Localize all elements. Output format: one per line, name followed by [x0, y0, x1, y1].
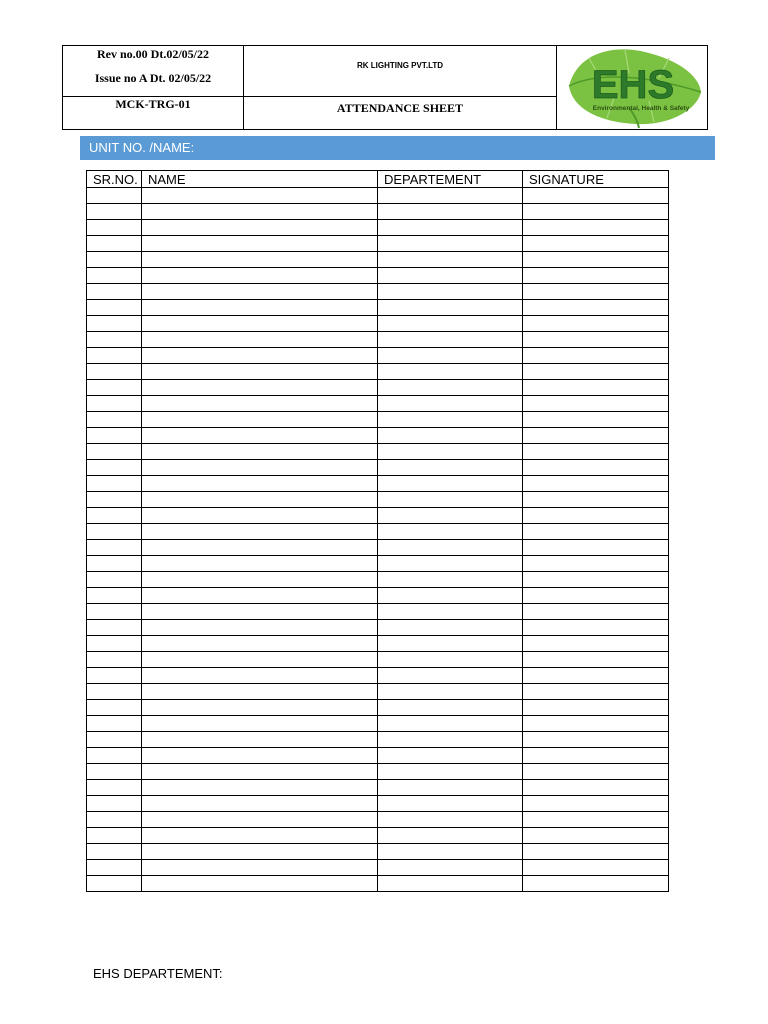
name-cell: [142, 796, 378, 812]
table-row: [87, 748, 669, 764]
sr-no-cell: [87, 332, 142, 348]
name-cell: [142, 380, 378, 396]
signature-cell: [523, 684, 669, 700]
signature-cell: [523, 316, 669, 332]
name-cell: [142, 572, 378, 588]
signature-cell: [523, 620, 669, 636]
sr-no-cell: [87, 844, 142, 860]
signature-cell: [523, 268, 669, 284]
department-cell: [378, 236, 523, 252]
name-cell: [142, 780, 378, 796]
department-cell: [378, 300, 523, 316]
name-cell: [142, 732, 378, 748]
signature-cell: [523, 780, 669, 796]
name-cell: [142, 412, 378, 428]
sr-no-cell: [87, 396, 142, 412]
signature-cell: [523, 636, 669, 652]
table-row: [87, 236, 669, 252]
table-row: [87, 572, 669, 588]
department-cell: [378, 380, 523, 396]
department-cell: [378, 284, 523, 300]
sr-no-cell: [87, 284, 142, 300]
signature-cell: [523, 748, 669, 764]
table-row: [87, 556, 669, 572]
table-row: [87, 524, 669, 540]
signature-cell: [523, 572, 669, 588]
signature-cell: [523, 556, 669, 572]
signature-cell: [523, 860, 669, 876]
signature-cell: [523, 492, 669, 508]
table-row: [87, 284, 669, 300]
department-cell: [378, 188, 523, 204]
name-cell: [142, 316, 378, 332]
name-cell: [142, 204, 378, 220]
signature-cell: [523, 252, 669, 268]
department-cell: [378, 220, 523, 236]
name-cell: [142, 540, 378, 556]
table-row: [87, 220, 669, 236]
department-cell: [378, 348, 523, 364]
department-cell: [378, 524, 523, 540]
signature-cell: [523, 588, 669, 604]
signature-cell: [523, 380, 669, 396]
department-cell: [378, 428, 523, 444]
department-cell: [378, 668, 523, 684]
table-row: [87, 860, 669, 876]
department-cell: [378, 556, 523, 572]
signature-cell: [523, 204, 669, 220]
signature-cell: [523, 508, 669, 524]
name-cell: [142, 508, 378, 524]
department-cell: [378, 252, 523, 268]
department-cell: [378, 412, 523, 428]
department-cell: [378, 476, 523, 492]
table-row: [87, 268, 669, 284]
signature-cell: [523, 876, 669, 892]
signature-cell: [523, 460, 669, 476]
signature-cell: [523, 476, 669, 492]
sr-no-cell: [87, 764, 142, 780]
department-cell: [378, 860, 523, 876]
name-cell: [142, 396, 378, 412]
document-title: ATTENDANCE SHEET: [336, 101, 464, 115]
table-row: [87, 620, 669, 636]
sr-no-cell: [87, 700, 142, 716]
header-divider: [556, 46, 557, 129]
table-row: [87, 316, 669, 332]
signature-cell: [523, 396, 669, 412]
name-cell: [142, 604, 378, 620]
signature-cell: [523, 284, 669, 300]
attendance-table: [86, 170, 669, 892]
sr-no-cell: [87, 268, 142, 284]
sr-no-cell: [87, 540, 142, 556]
sr-no-cell: [87, 460, 142, 476]
sr-no-cell: [87, 380, 142, 396]
department-cell: [378, 684, 523, 700]
signature-cell: [523, 348, 669, 364]
department-cell: [378, 764, 523, 780]
department-cell: [378, 444, 523, 460]
name-cell: [142, 284, 378, 300]
name-cell: [142, 300, 378, 316]
sr-no-cell: [87, 348, 142, 364]
company-name: RK LIGHTING PVT.LTD: [356, 61, 444, 70]
signature-cell: [523, 668, 669, 684]
table-row: [87, 332, 669, 348]
signature-cell: [523, 828, 669, 844]
name-cell: [142, 524, 378, 540]
table-row: [87, 588, 669, 604]
revision-number: Rev no.00 Dt.02/05/22: [97, 47, 209, 61]
signature-cell: [523, 524, 669, 540]
name-cell: [142, 684, 378, 700]
table-row: [87, 476, 669, 492]
sr-no-cell: [87, 220, 142, 236]
sr-no-cell: [87, 780, 142, 796]
department-cell: [378, 572, 523, 588]
sr-no-cell: [87, 492, 142, 508]
name-cell: [142, 188, 378, 204]
name-cell: [142, 812, 378, 828]
name-cell: [142, 860, 378, 876]
signature-cell: [523, 732, 669, 748]
sr-no-cell: [87, 188, 142, 204]
department-cell: [378, 492, 523, 508]
sr-no-cell: [87, 428, 142, 444]
name-cell: [142, 556, 378, 572]
department-cell: [378, 844, 523, 860]
column-header-department: DEPARTEMENT: [378, 171, 523, 188]
sr-no-cell: [87, 716, 142, 732]
sr-no-cell: [87, 316, 142, 332]
name-cell: [142, 620, 378, 636]
table-row: [87, 652, 669, 668]
name-cell: [142, 348, 378, 364]
table-row: [87, 700, 669, 716]
name-cell: [142, 476, 378, 492]
sr-no-cell: [87, 668, 142, 684]
table-row: [87, 204, 669, 220]
signature-cell: [523, 220, 669, 236]
name-cell: [142, 828, 378, 844]
sr-no-cell: [87, 732, 142, 748]
table-row: [87, 444, 669, 460]
table-row: [87, 636, 669, 652]
department-cell: [378, 396, 523, 412]
table-row: [87, 716, 669, 732]
table-row: [87, 412, 669, 428]
table-header-row: [87, 171, 669, 188]
signature-cell: [523, 812, 669, 828]
sr-no-cell: [87, 444, 142, 460]
signature-cell: [523, 428, 669, 444]
table-row: [87, 796, 669, 812]
sr-no-cell: [87, 652, 142, 668]
sr-no-cell: [87, 604, 142, 620]
sr-no-cell: [87, 684, 142, 700]
signature-cell: [523, 764, 669, 780]
department-cell: [378, 796, 523, 812]
table-row: [87, 540, 669, 556]
signature-cell: [523, 700, 669, 716]
sr-no-cell: [87, 796, 142, 812]
department-cell: [378, 620, 523, 636]
sr-no-cell: [87, 204, 142, 220]
table-row: [87, 380, 669, 396]
leaf-logo-icon: [559, 46, 708, 129]
department-cell: [378, 748, 523, 764]
name-cell: [142, 636, 378, 652]
department-cell: [378, 332, 523, 348]
name-cell: [142, 220, 378, 236]
unit-name-bar: UNIT NO. /NAME:: [80, 136, 715, 160]
table-row: [87, 844, 669, 860]
table-row: [87, 188, 669, 204]
sr-no-cell: [87, 636, 142, 652]
department-cell: [378, 716, 523, 732]
sr-no-cell: [87, 828, 142, 844]
department-cell: [378, 268, 523, 284]
name-cell: [142, 716, 378, 732]
department-cell: [378, 316, 523, 332]
sr-no-cell: [87, 508, 142, 524]
name-cell: [142, 332, 378, 348]
name-cell: [142, 652, 378, 668]
department-cell: [378, 812, 523, 828]
department-cell: [378, 460, 523, 476]
name-cell: [142, 428, 378, 444]
sr-no-cell: [87, 252, 142, 268]
signature-cell: [523, 236, 669, 252]
header-divider: [243, 46, 244, 129]
table-body: [87, 188, 669, 892]
name-cell: [142, 700, 378, 716]
department-cell: [378, 364, 523, 380]
sr-no-cell: [87, 236, 142, 252]
sr-no-cell: [87, 364, 142, 380]
department-cell: [378, 828, 523, 844]
department-cell: [378, 604, 523, 620]
table-row: [87, 396, 669, 412]
name-cell: [142, 492, 378, 508]
sr-no-cell: [87, 300, 142, 316]
document-header: [62, 45, 708, 130]
signature-cell: [523, 604, 669, 620]
name-cell: [142, 444, 378, 460]
sr-no-cell: [87, 748, 142, 764]
table-row: [87, 252, 669, 268]
department-cell: [378, 876, 523, 892]
sr-no-cell: [87, 812, 142, 828]
document-code: MCK-TRG-01: [115, 97, 191, 111]
table-row: [87, 812, 669, 828]
table-row: [87, 684, 669, 700]
name-cell: [142, 236, 378, 252]
department-cell: [378, 652, 523, 668]
signature-cell: [523, 188, 669, 204]
name-cell: [142, 268, 378, 284]
department-cell: [378, 540, 523, 556]
sr-no-cell: [87, 556, 142, 572]
signature-cell: [523, 364, 669, 380]
ehs-department-label: EHS DEPARTEMENT:: [93, 966, 223, 981]
name-cell: [142, 764, 378, 780]
table-row: [87, 732, 669, 748]
sr-no-cell: [87, 588, 142, 604]
department-cell: [378, 636, 523, 652]
table-row: [87, 604, 669, 620]
signature-cell: [523, 332, 669, 348]
sr-no-cell: [87, 524, 142, 540]
table-row: [87, 428, 669, 444]
table-row: [87, 780, 669, 796]
table-row: [87, 348, 669, 364]
name-cell: [142, 364, 378, 380]
table-row: [87, 300, 669, 316]
department-cell: [378, 508, 523, 524]
sr-no-cell: [87, 476, 142, 492]
sr-no-cell: [87, 860, 142, 876]
signature-cell: [523, 844, 669, 860]
table-row: [87, 876, 669, 892]
name-cell: [142, 460, 378, 476]
signature-cell: [523, 540, 669, 556]
name-cell: [142, 668, 378, 684]
name-cell: [142, 252, 378, 268]
sr-no-cell: [87, 572, 142, 588]
table-row: [87, 508, 669, 524]
signature-cell: [523, 300, 669, 316]
table-row: [87, 492, 669, 508]
department-cell: [378, 732, 523, 748]
department-cell: [378, 780, 523, 796]
signature-cell: [523, 796, 669, 812]
issue-number: Issue no A Dt. 02/05/22: [94, 71, 212, 85]
signature-cell: [523, 652, 669, 668]
table-row: [87, 764, 669, 780]
department-cell: [378, 204, 523, 220]
logo-text: EHS: [591, 63, 675, 107]
sr-no-cell: [87, 876, 142, 892]
sr-no-cell: [87, 620, 142, 636]
name-cell: [142, 844, 378, 860]
department-cell: [378, 588, 523, 604]
logo-tagline: Environmental, Health & Safety: [592, 105, 690, 112]
signature-cell: [523, 412, 669, 428]
column-header-signature: SIGNATURE: [523, 171, 669, 188]
name-cell: [142, 748, 378, 764]
table-row: [87, 668, 669, 684]
table-row: [87, 828, 669, 844]
department-cell: [378, 700, 523, 716]
name-cell: [142, 876, 378, 892]
sr-no-cell: [87, 412, 142, 428]
column-header-name: NAME: [142, 171, 378, 188]
table-row: [87, 460, 669, 476]
signature-cell: [523, 444, 669, 460]
signature-cell: [523, 716, 669, 732]
table-row: [87, 364, 669, 380]
name-cell: [142, 588, 378, 604]
column-header-sr-no: SR.NO.: [87, 171, 142, 188]
